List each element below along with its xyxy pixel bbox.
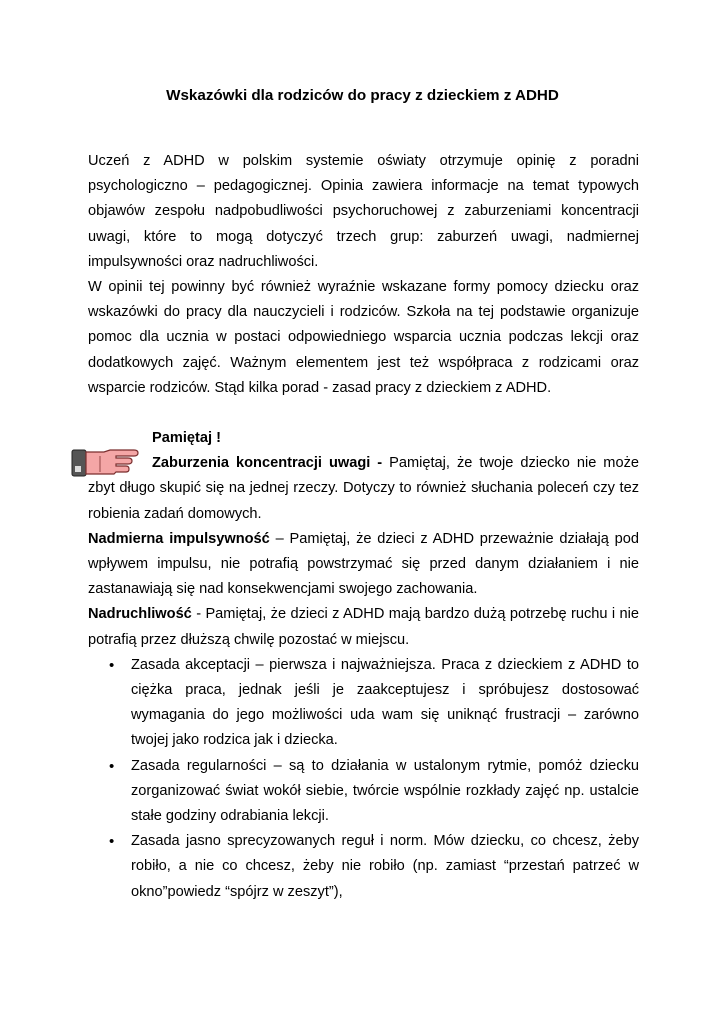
point-lead: Nadruchliwość bbox=[88, 606, 192, 623]
list-item bbox=[88, 653, 639, 754]
point-text: Pamiętaj, że twoje dziecko nie może zbyt długo skupić się na jednej rzeczy. Dotyczy to również słuchania poleceń czy tez robienia zadań domowych. bbox=[88, 455, 639, 522]
point-hyperactivity bbox=[88, 602, 639, 652]
intro-paragraph-2: W opinii tej powinny być również wyraźnie wskazane formy pomocy dziecku oraz wskazówki do pracy dla nauczycieli i rodziców. Szkoła na tej podstawie organizuje pomoc dla ucznia w postaci odpowiedniego wsparcia ucznia podczas lekcji oraz dodatkowych zajęć. Ważnym elementem jest też współpraca z rodzicami oraz wsparcie rodziców. Stąd kilka porad - zasad pracy z dzieckiem z ADHD. bbox=[88, 279, 639, 396]
pointing-hand-icon bbox=[70, 444, 140, 480]
rule-text: Zasada regularności – są to działania w ustalonym rytmie, pomóż dziecku zorganizować świat wokół siebie, twórcie wspólnie rozkłady zajęć np. ustalcie stałe godziny odrabiania lekcji. bbox=[131, 757, 639, 825]
point-attention bbox=[88, 451, 639, 527]
point-lead: Zaburzenia koncentracji uwagi - bbox=[152, 455, 390, 472]
rule-text: Zasada akceptacji – pierwsza i najważniejsza. Praca z dzieckiem z ADHD to ciężka praca, jednak jeśli je zaakceptujesz i spróbujesz dostosować wymagania do jego możliwości uda wam się uniknąć frustracji – zarówno twojej jako rodzica jak i dziecka. bbox=[131, 656, 639, 749]
point-text: – Pamiętaj, że dzieci z ADHD przeważnie działają pod wpływem impulsu, nie potrafią powstrzymać się przed danym działaniem i nie zastanawiają się nad konsekwencjami swojego zachowania. bbox=[88, 530, 639, 598]
rules-list bbox=[88, 653, 639, 905]
point-impulsivity bbox=[88, 527, 639, 603]
remember-heading: Pamiętaj ! bbox=[152, 430, 221, 447]
document-title: Wskazówki dla rodziców do pracy z dzieckiem z ADHD bbox=[166, 87, 559, 104]
point-lead: Nadmierna impulsywność bbox=[88, 530, 270, 547]
list-item bbox=[88, 754, 639, 830]
list-item bbox=[88, 829, 639, 905]
intro-paragraph-1: Uczeń z ADHD w polskim systemie oświaty otrzymuje opinię z poradni psychologiczno – pedagogicznej. Opinia zawiera informacje na temat typowych objawów zespołu nadpobudliwości psychoruchowej z zaburzeniami koncentracji uwagi, które to mogą dotyczyć trzech grup: zaburzeń uwagi, nadmiernej impulsywności oraz nadruchliwości. bbox=[88, 153, 639, 270]
point-text: - Pamiętaj, że dzieci z ADHD mają bardzo dużą potrzebę ruchu i nie potrafią przez dłuższą chwilę pozostać w miejscu. bbox=[88, 606, 639, 648]
rule-text: Zasada jasno sprecyzowanych reguł i norm. Mów dziecku, co chcesz, żeby robiło, a nie co chcesz, żeby nie robiło (np. zamiast “przestań patrzeć w okno”powiedz “spójrz w zeszyt”), bbox=[131, 833, 639, 900]
document-body bbox=[88, 149, 639, 905]
bullet-icon: • bbox=[109, 833, 115, 851]
remember-block bbox=[88, 426, 639, 527]
bullet-icon: • bbox=[109, 656, 115, 674]
bullet-icon: • bbox=[109, 757, 115, 775]
